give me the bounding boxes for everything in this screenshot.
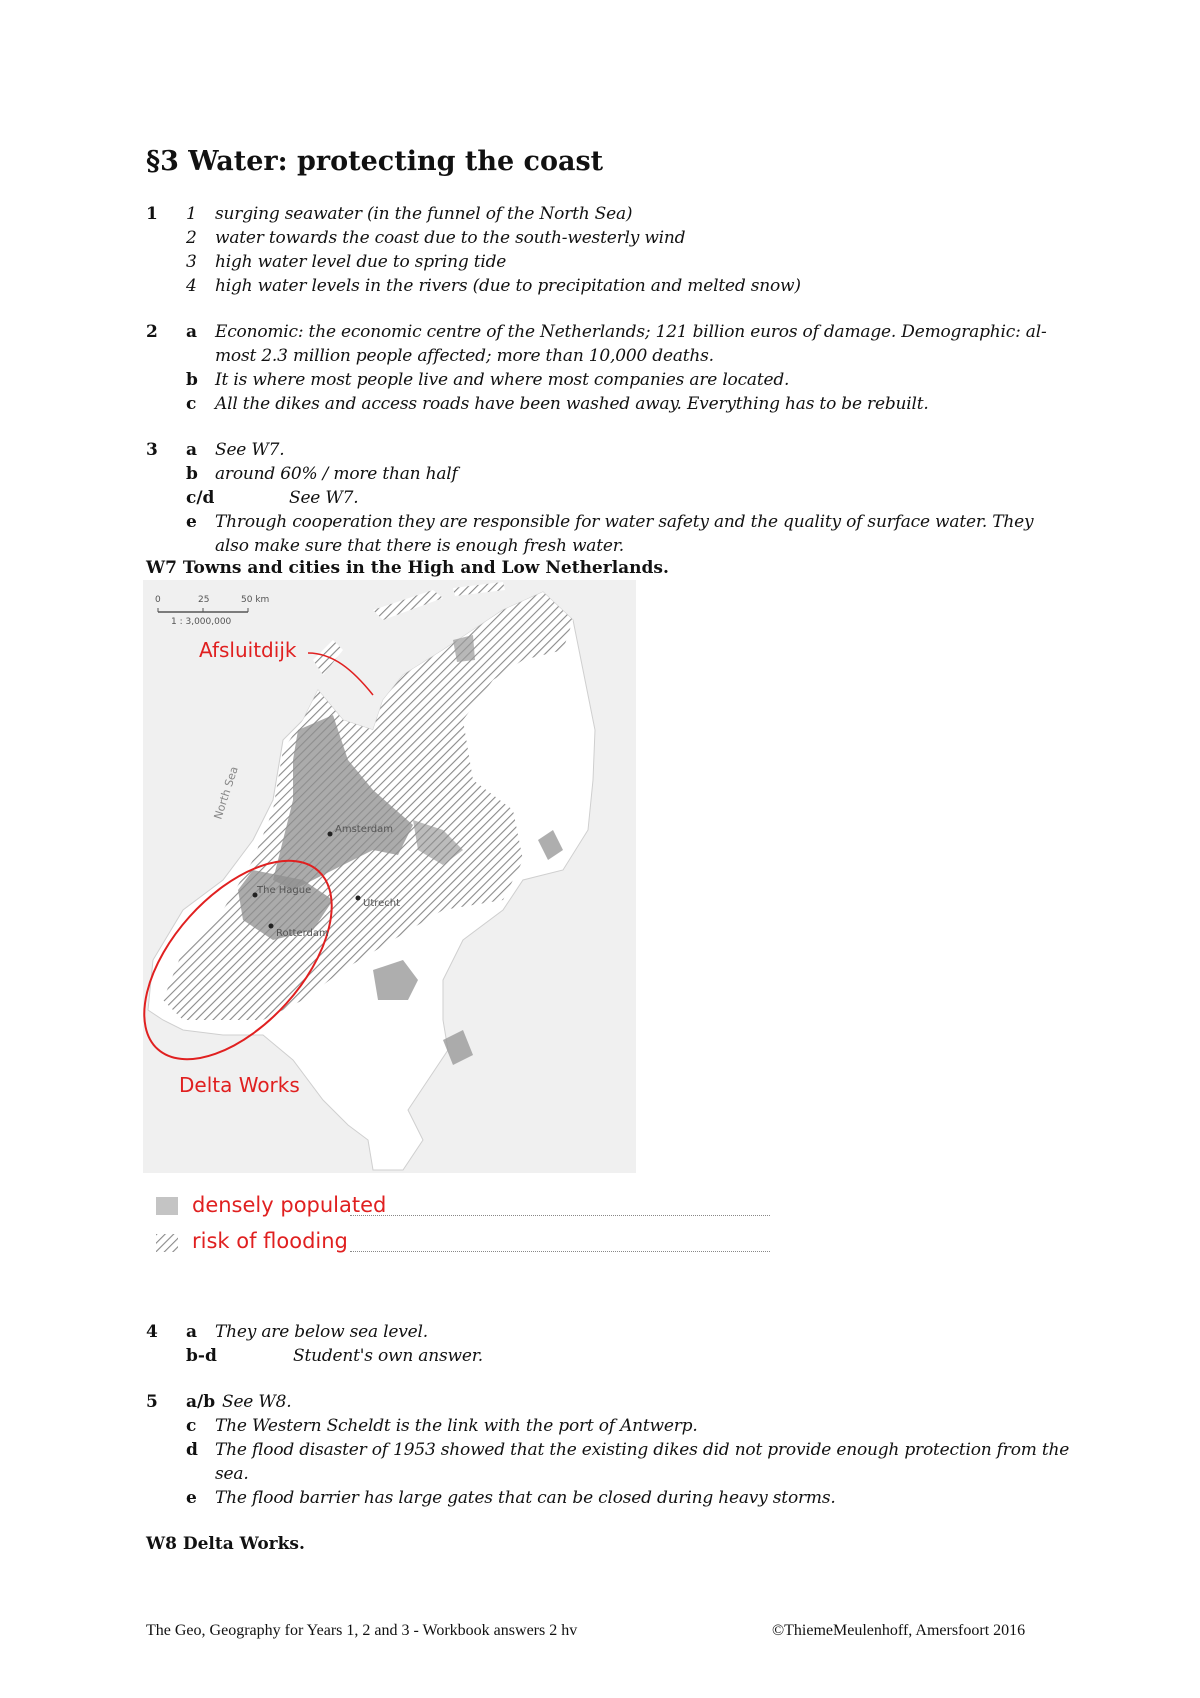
answer-label: b-d: [186, 1346, 217, 1366]
city-label: Rotterdam: [276, 928, 329, 939]
legend-swatch-flood: [156, 1233, 178, 1251]
answer-label: a: [186, 322, 198, 342]
answer-text: See W8.: [222, 1392, 292, 1412]
answer-text: The Western Scheldt is the link with the port of Antwerp.: [215, 1416, 698, 1436]
question-number: 1: [146, 204, 158, 224]
scale-tick: 25: [198, 595, 210, 605]
footer-right: ©ThiemeMeulenhoff, Amersfoort 2016: [772, 1622, 1026, 1639]
city-label: The Hague: [257, 885, 312, 896]
page-title: §3 Water: protecting the coast: [146, 146, 604, 177]
footer-left: The Geo, Geography for Years 1, 2 and 3 - Workbook answers 2 hv: [146, 1622, 578, 1639]
answer-text: The flood barrier has large gates that can be closed during heavy storms.: [215, 1488, 836, 1508]
answer-text: sea.: [215, 1464, 249, 1484]
scale-ratio: 1 : 3,000,000: [171, 617, 232, 627]
answer-label: a: [186, 440, 198, 460]
scale-tick: 50 km: [241, 595, 270, 605]
figure-caption-w8: W8 Delta Works.: [146, 1534, 305, 1554]
answer-label: c/d: [186, 488, 215, 508]
answer-text: All the dikes and access roads have been washed away. Everything has to be rebuilt.: [215, 394, 929, 414]
answer-label: b: [186, 370, 198, 390]
question-number: 4: [146, 1322, 158, 1342]
answer-label: e: [186, 512, 197, 532]
item-label: 1: [186, 204, 197, 224]
answer-text: high water level due to spring tide: [215, 252, 507, 272]
delta-works-label: Delta Works: [179, 1073, 300, 1097]
legend-leader: [350, 1215, 770, 1216]
answer-label: b: [186, 464, 198, 484]
item-label: 3: [186, 252, 197, 272]
answer-text: It is where most people live and where most companies are located.: [215, 370, 790, 390]
city-label: Utrecht: [363, 898, 401, 909]
netherlands-map: [143, 580, 636, 1173]
legend-swatch-dense: [156, 1197, 178, 1215]
answer-label: e: [186, 1488, 197, 1508]
afsluitdijk-label: Afsluitdijk: [199, 638, 297, 662]
answer-text: most 2.3 million people affected; more than 10,000 deaths.: [215, 346, 714, 366]
answer-text: also make sure that there is enough fresh water.: [215, 536, 624, 556]
item-label: 4: [186, 276, 197, 296]
map-graphic: [143, 580, 636, 1173]
answer-label: d: [186, 1440, 198, 1460]
question-number: 5: [146, 1392, 158, 1412]
answer-text: See W7.: [215, 440, 285, 460]
answer-text: Student's own answer.: [293, 1346, 483, 1366]
legend-label: risk of flooding: [192, 1229, 348, 1253]
answer-text: Economic: the economic centre of the Netherlands; 121 billion euros of damage. Demographic: al-: [215, 322, 1047, 342]
answer-text: around 60% / more than half: [215, 464, 458, 484]
answer-text: The flood disaster of 1953 showed that the existing dikes did not provide enough protection from the: [215, 1440, 1070, 1460]
answer-label: a/b: [186, 1392, 216, 1412]
answer-label: a: [186, 1322, 198, 1342]
sea-label: North Sea: [211, 764, 241, 821]
wadden-island: [373, 590, 443, 620]
answer-label: c: [186, 1416, 197, 1436]
question-number: 3: [146, 440, 158, 460]
dense-area: [443, 1030, 473, 1065]
city-label: Amsterdam: [335, 824, 394, 835]
legend-leader: [350, 1251, 770, 1252]
legend-label: densely populated: [192, 1193, 387, 1217]
wadden-island: [453, 582, 505, 596]
answer-text: high water levels in the rivers (due to precipitation and melted snow): [215, 276, 801, 296]
answer-text: water towards the coast due to the south-westerly wind: [215, 228, 686, 248]
answer-text: They are below sea level.: [215, 1322, 428, 1342]
figure-caption-w7: W7 Towns and cities in the High and Low Netherlands.: [146, 558, 669, 578]
answer-text: See W7.: [289, 488, 359, 508]
answer-label: c: [186, 394, 197, 414]
question-number: 2: [146, 322, 158, 342]
item-label: 2: [186, 228, 197, 248]
answer-text: surging seawater (in the funnel of the North Sea): [215, 204, 633, 224]
dense-area: [453, 635, 475, 662]
scale-tick: 0: [155, 595, 161, 605]
answer-text: Through cooperation they are responsible for water safety and the quality of surface water. They: [215, 512, 1034, 532]
